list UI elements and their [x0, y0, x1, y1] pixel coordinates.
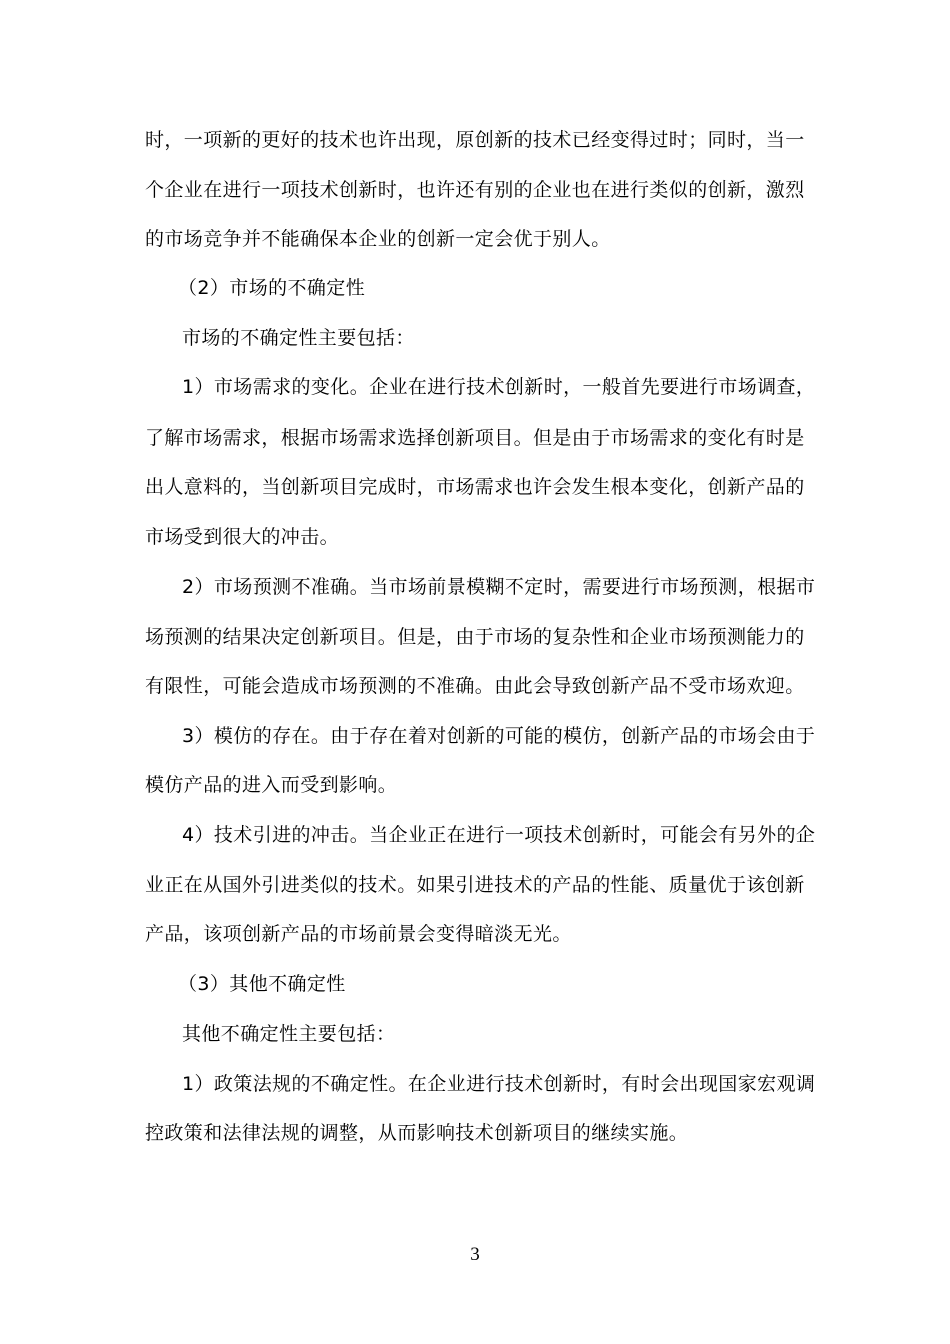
text-line: 个企业在进行一项技术创新时，也许还有别的企业也在进行类似的创新，激烈 — [145, 179, 805, 201]
text-line: 出人意料的，当创新项目完成时，市场需求也许会发生根本变化，创新产品的 — [145, 476, 805, 498]
text-line: 的市场竞争并不能确保本企业的创新一定会优于别人。 — [145, 228, 611, 250]
section-heading: （2）市场的不确定性 — [178, 277, 366, 299]
list-item-start: 2）市场预测不准确。当市场前景模糊不定时，需要进行市场预测，根据市 — [182, 576, 816, 598]
section-heading: （3）其他不确定性 — [178, 973, 346, 995]
list-item-start: 1）政策法规的不确定性。在企业进行技术创新时，有时会出现国家宏观调 — [182, 1073, 816, 1095]
text-line: 控政策和法律法规的调整，从而影响技术创新项目的继续实施。 — [145, 1122, 689, 1144]
text-line: 模仿产品的进入而受到影响。 — [145, 774, 398, 796]
list-item-start: 1）市场需求的变化。企业在进行技术创新时，一般首先要进行市场调查， — [182, 376, 816, 398]
text-line: 产品，该项创新产品的市场前景会变得暗淡无光。 — [145, 923, 572, 945]
text-line: 市场受到很大的冲击。 — [145, 526, 340, 548]
page-number: 3 — [470, 1244, 480, 1265]
list-item-start: 4）技术引进的冲击。当企业正在进行一项技术创新时，可能会有另外的企 — [182, 824, 816, 846]
list-item-start: 3）模仿的存在。由于存在着对创新的可能的模仿，创新产品的市场会由于 — [182, 725, 816, 747]
text-line: 时，一项新的更好的技术也许出现，原创新的技术已经变得过时；同时，当一 — [145, 129, 805, 151]
text-line: 有限性，可能会造成市场预测的不准确。由此会导致创新产品不受市场欢迎。 — [145, 675, 805, 697]
text-line: 了解市场需求，根据市场需求选择创新项目。但是由于市场需求的变化有时是 — [145, 427, 805, 449]
text-line: 业正在从国外引进类似的技术。如果引进技术的产品的性能、质量优于该创新 — [145, 874, 805, 896]
text-line: 其他不确定性主要包括： — [182, 1023, 396, 1045]
text-line: 场预测的结果决定创新项目。但是，由于市场的复杂性和企业市场预测能力的 — [145, 626, 805, 648]
text-line: 市场的不确定性主要包括： — [182, 327, 415, 349]
